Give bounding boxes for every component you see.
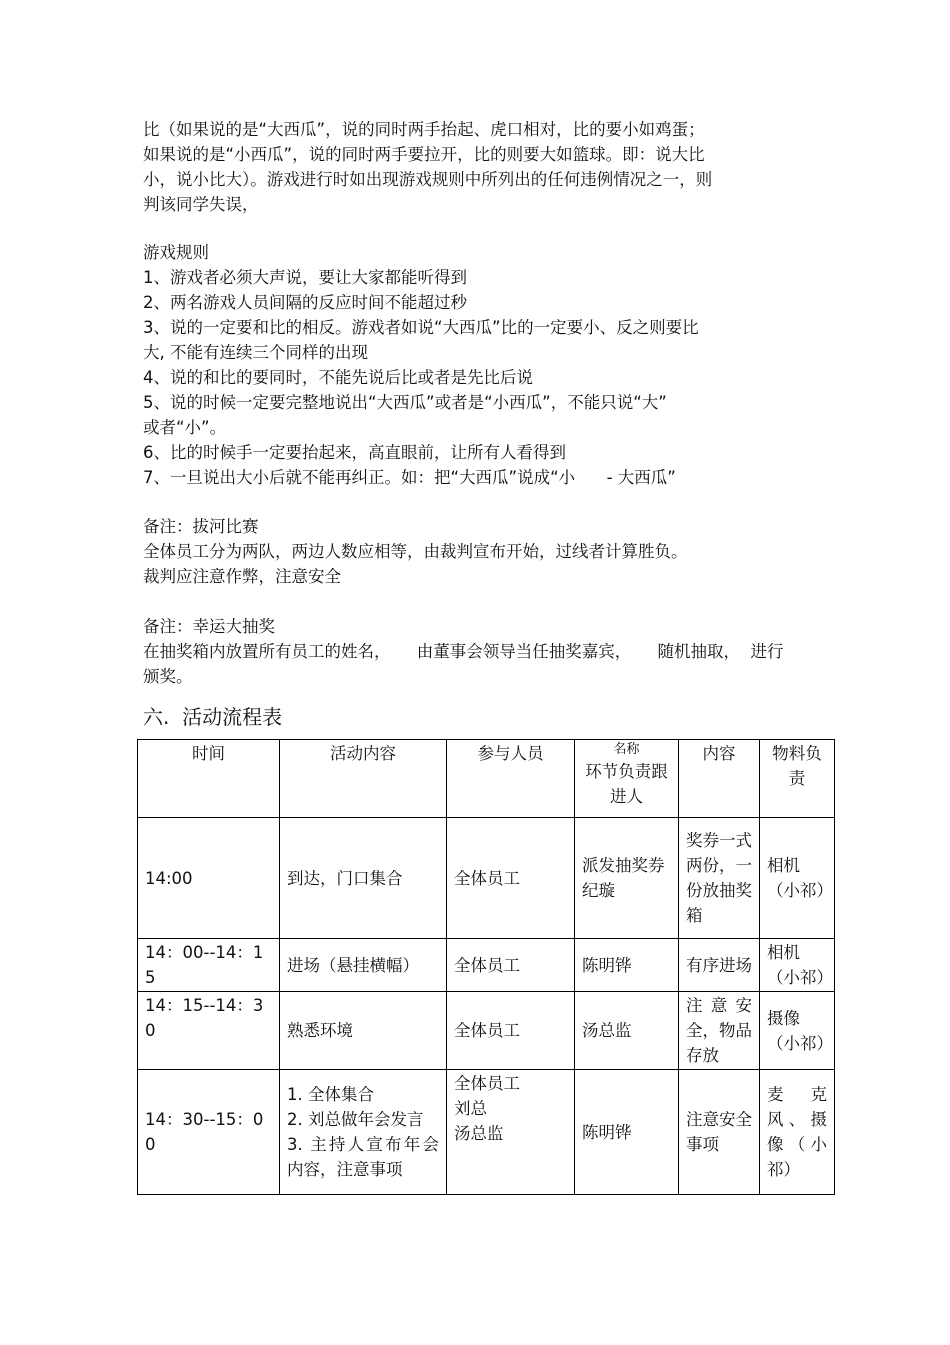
rule-line: 1、游戏者必须大声说，要让大家都能听得到 — [143, 268, 467, 287]
row-material: 相机（小祁） — [760, 939, 835, 992]
tug-of-war-title: 备注：拔河比赛 — [143, 517, 259, 536]
row-content: 注意安全，物品存放 — [679, 992, 760, 1070]
participant-item: 刘总 — [454, 1099, 487, 1118]
participant-item: 汤总监 — [454, 1124, 504, 1143]
participant-item: 全体员工 — [454, 1074, 520, 1093]
rule-line: 或者“小”。 — [143, 418, 227, 437]
rule-line: 2、两名游戏人员间隔的反应时间不能超过秒 — [143, 293, 467, 312]
row-participants: 全体员工 — [447, 992, 575, 1070]
rule-line: 4、说的和比的要同时，不能先说后比或者是先比后说 — [143, 368, 533, 387]
intro-line-2: 如果说的是“小西瓜”，说的同时两手要拉开，比的则要大如篮球。即：说大比 — [143, 145, 705, 164]
row-time: 14：30--15：00 — [138, 1070, 280, 1195]
tug-of-war-line: 全体员工分为两队，两边人数应相等，由裁判宣布开始，过线者计算胜负。 — [143, 542, 688, 561]
activity-item: 2. 刘总做年会发言 — [287, 1110, 424, 1129]
section-heading: 六. 活动流程表 — [143, 705, 283, 729]
header-participants: 参与人员 — [447, 740, 575, 818]
row-owner: 汤总监 — [575, 992, 679, 1070]
intro-line-4: 判该同学失误， — [143, 195, 259, 214]
header-content: 内容 — [679, 740, 760, 818]
row-activity: 熟悉环境 — [280, 992, 447, 1070]
rules-title: 游戏规则 — [143, 243, 209, 262]
row-time: 14：00--14：15 — [138, 939, 280, 992]
intro-line-1: 比（如果说的是“大西瓜”，说的同时两手抬起、虎口相对，比的要小如鸡蛋； — [143, 120, 705, 139]
row-content: 有序进场 — [679, 939, 760, 992]
row-owner-task: 派发抽奖券 — [582, 856, 665, 875]
activity-item: 1. 全体集合 — [287, 1085, 374, 1104]
row-activity: 进场（悬挂横幅） — [280, 939, 447, 992]
row-content: 注意安全事项 — [679, 1070, 760, 1195]
header-activity: 活动内容 — [280, 740, 447, 818]
lottery-line: 颁奖。 — [143, 667, 193, 686]
rule-line: 5、说的时候一定要完整地说出“大西瓜”或者是“小西瓜”，不能只说“大” — [143, 393, 667, 412]
row-material: 摄像（小祁） — [760, 992, 835, 1070]
rule-line: 3、说的一定要和比的相反。游戏者如说“大西瓜”比的一定要小、反之则要比 — [143, 318, 699, 337]
row-activity: 到达，门口集合 — [280, 818, 447, 939]
table-row — [138, 818, 835, 939]
header-owner-label: 环节负责跟进人 — [585, 762, 668, 806]
table-row — [138, 1070, 835, 1195]
table-header-row — [138, 740, 835, 818]
row-owner: 陈明铧 — [575, 1070, 679, 1195]
row-time: 14:00 — [138, 818, 280, 939]
intro-line-3: 小，说小比大）。游戏进行时如出现游戏规则中所列出的任何违例情况之一，则 — [143, 170, 713, 189]
row-content: 奖券一式两份，一份放抽奖箱 — [679, 818, 760, 939]
row-owner: 陈明铧 — [575, 939, 679, 992]
row-owner-person: 纪璇 — [582, 881, 615, 900]
lottery-line: 在抽奖箱内放置所有员工的姓名， 由董事会领导当任抽奖嘉宾， 随机抽取， 进行 — [143, 642, 784, 661]
activity-item: 3. 主持人宣布年会内容，注意事项 — [287, 1135, 439, 1179]
header-owner-small-label: 名称 — [613, 742, 640, 757]
activity-flow-table — [137, 739, 835, 1195]
header-material: 物料负责 — [760, 740, 835, 818]
row-activity — [280, 1070, 447, 1195]
row-time: 14：15--14：30 — [138, 992, 280, 1070]
rule-line: 7、一旦说出大小后就不能再纠正。如：把“大西瓜”说成“小 - 大西瓜” — [143, 468, 676, 487]
lottery-title: 备注：幸运大抽奖 — [143, 617, 275, 636]
table-row — [138, 992, 835, 1070]
header-owner — [575, 740, 679, 818]
row-participants: 全体员工 — [447, 939, 575, 992]
rule-line: 大, 不能有连续三个同样的出现 — [143, 343, 368, 362]
header-time: 时间 — [138, 740, 280, 818]
row-participants — [447, 1070, 575, 1195]
table-row — [138, 939, 835, 992]
row-material: 相机（小祁） — [760, 818, 835, 939]
rule-line: 6、比的时候手一定要抬起来，高直眼前，让所有人看得到 — [143, 443, 566, 462]
row-owner — [575, 818, 679, 939]
row-material: 麦克风、摄像（小祁） — [760, 1070, 835, 1195]
row-participants: 全体员工 — [447, 818, 575, 939]
tug-of-war-line: 裁判应注意作弊，注意安全 — [143, 567, 341, 586]
